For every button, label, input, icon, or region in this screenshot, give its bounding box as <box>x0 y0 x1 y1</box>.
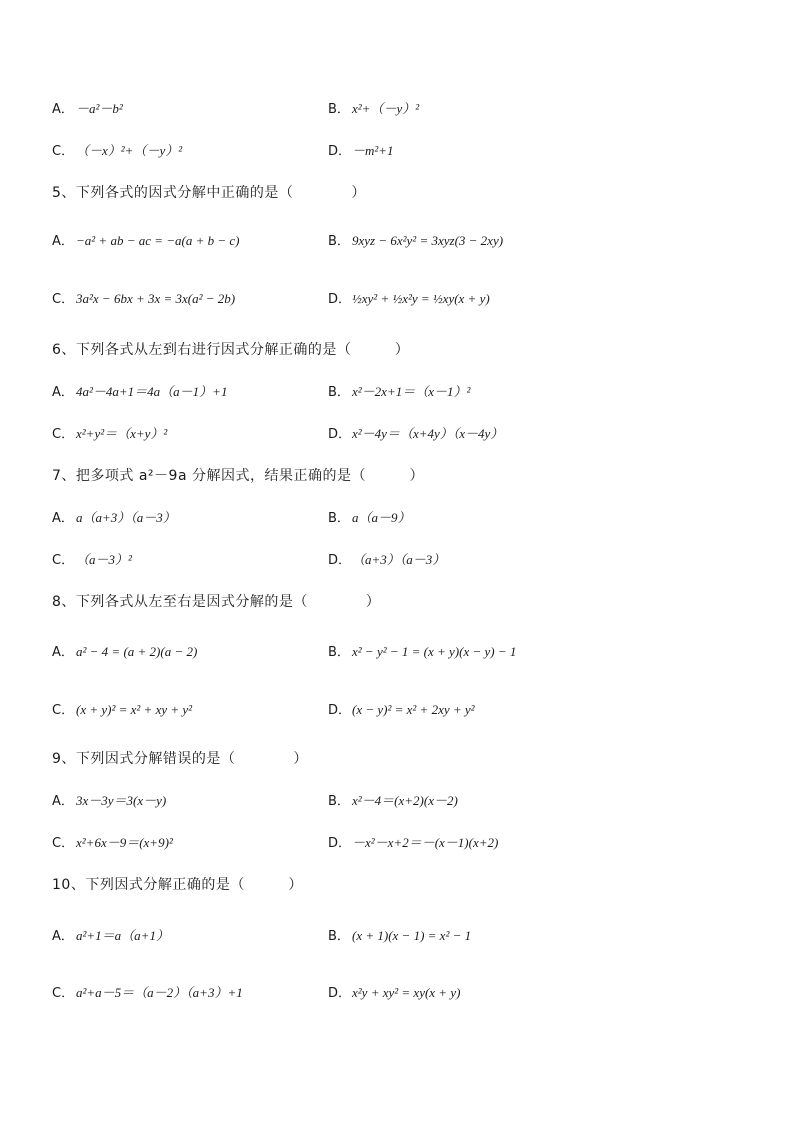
option-text: （a－3）² <box>76 552 132 567</box>
option-label: B． <box>328 645 350 660</box>
option-text: （－x）²+（－y）² <box>76 143 183 158</box>
option-a[interactable] <box>52 509 176 528</box>
option-text: x²+y²＝（x+y）² <box>76 426 168 441</box>
question-8 <box>0 593 794 623</box>
q10-options-row-2 <box>0 984 794 1014</box>
option-text: a² − 4 = (a + 2)(a − 2) <box>76 644 198 659</box>
option-label: D． <box>328 836 352 851</box>
question-6 <box>0 341 794 371</box>
question-stem: 7、把多项式 a²－9a 分解因式，结果正确的是（ ） <box>52 468 424 484</box>
option-text: (x + y)² = x² + xy + y² <box>76 702 193 717</box>
q5-options-row-2 <box>0 290 794 320</box>
option-label: A． <box>52 234 74 249</box>
option-label: B． <box>328 511 350 526</box>
option-text: ½xy² + ½x²y = ½xy(x + y) <box>352 291 490 306</box>
option-b[interactable] <box>328 509 411 528</box>
option-b[interactable] <box>328 383 470 402</box>
question-9 <box>0 750 794 780</box>
option-text: 4a²－4a+1＝4a（a－1）+1 <box>76 384 228 399</box>
option-text: x²+（－y）² <box>352 101 420 116</box>
option-text: （a+3）（a－3） <box>352 552 446 567</box>
option-label: D． <box>328 292 352 307</box>
option-label: A． <box>52 511 74 526</box>
option-c[interactable] <box>52 290 235 309</box>
q9-options-row-1 <box>0 792 794 822</box>
option-c[interactable] <box>52 701 192 720</box>
option-label: A． <box>52 929 74 944</box>
q6-options-row-1 <box>0 383 794 413</box>
option-a[interactable] <box>52 232 240 251</box>
option-b[interactable] <box>328 927 471 946</box>
q5-options-row-1 <box>0 232 794 262</box>
option-a[interactable] <box>52 383 227 402</box>
option-label: B． <box>328 385 350 400</box>
option-c[interactable] <box>52 834 173 853</box>
option-d[interactable] <box>328 551 445 570</box>
option-text: x²－4＝(x+2)(x－2) <box>352 793 458 808</box>
option-text: (x − y)² = x² + 2xy + y² <box>352 702 475 717</box>
option-text: −a² + ab − ac = −a(a + b − c) <box>76 233 240 248</box>
option-text: x²－2x+1＝（x－1）² <box>352 384 471 399</box>
option-label: D． <box>328 427 352 442</box>
q8-options-row-1 <box>0 643 794 673</box>
option-b[interactable] <box>328 100 419 119</box>
option-text: a（a+3）（a－3） <box>76 510 176 525</box>
option-c[interactable] <box>52 984 243 1003</box>
q4-options-row-2 <box>0 142 794 172</box>
q8-options-row-2 <box>0 701 794 731</box>
option-text: 9xyz − 6x²y² = 3xyz(3 − 2xy) <box>352 233 504 248</box>
option-text: x²－4y＝（x+4y）（x－4y） <box>352 426 504 441</box>
option-label: B． <box>328 102 350 117</box>
option-text: 3a²x − 6bx + 3x = 3x(a² − 2b) <box>76 291 236 306</box>
q4-options-row-1 <box>0 100 794 130</box>
option-b[interactable] <box>328 643 516 662</box>
option-text: x²+6x－9＝(x+9)² <box>76 835 173 850</box>
option-label: C． <box>52 703 75 718</box>
option-text: a²+a－5＝（a－2）（a+3）+1 <box>76 985 243 1000</box>
q7-options-row-2 <box>0 551 794 581</box>
option-label: A． <box>52 645 74 660</box>
option-d[interactable] <box>328 834 498 853</box>
option-label: C． <box>52 986 75 1001</box>
option-label: D． <box>328 553 352 568</box>
question-5 <box>0 184 794 214</box>
option-b[interactable] <box>328 792 458 811</box>
option-c[interactable] <box>52 425 167 444</box>
option-d[interactable] <box>328 290 490 309</box>
option-label: B． <box>328 794 350 809</box>
question-stem: 6、下列各式从左到右进行因式分解正确的是（ ） <box>52 342 410 358</box>
option-a[interactable] <box>52 100 123 119</box>
option-text: x² − y² − 1 = (x + y)(x − y) − 1 <box>352 644 517 659</box>
question-7 <box>0 467 794 497</box>
option-label: A． <box>52 794 74 809</box>
option-c[interactable] <box>52 142 182 161</box>
option-label: D． <box>328 986 352 1001</box>
question-10 <box>0 876 794 906</box>
option-d[interactable] <box>328 984 460 1003</box>
question-stem: 8、下列各式从左至右是因式分解的是（ ） <box>52 594 381 610</box>
option-d[interactable] <box>328 425 503 444</box>
option-label: C． <box>52 427 75 442</box>
option-label: C． <box>52 836 75 851</box>
question-stem: 9、下列因式分解错误的是（ ） <box>52 751 308 767</box>
option-label: B． <box>328 234 350 249</box>
option-text: x²y + xy² = xy(x + y) <box>352 985 461 1000</box>
option-text: －a²－b² <box>76 101 123 116</box>
option-a[interactable] <box>52 792 166 811</box>
option-c[interactable] <box>52 551 132 570</box>
option-label: D． <box>328 144 352 159</box>
option-text: a（a－9） <box>352 510 411 525</box>
q9-options-row-2 <box>0 834 794 864</box>
q6-options-row-2 <box>0 425 794 455</box>
option-a[interactable] <box>52 927 169 946</box>
q7-options-row-1 <box>0 509 794 539</box>
option-label: B． <box>328 929 350 944</box>
option-text: －x²－x+2＝－(x－1)(x+2) <box>352 835 499 850</box>
option-text: (x + 1)(x − 1) = x² − 1 <box>352 928 472 943</box>
option-label: A． <box>52 102 74 117</box>
option-label: A． <box>52 385 74 400</box>
option-d[interactable] <box>328 701 475 720</box>
option-text: －m²+1 <box>352 143 394 158</box>
option-b[interactable] <box>328 232 503 251</box>
option-label: C． <box>52 553 75 568</box>
option-label: D． <box>328 703 352 718</box>
option-label: C． <box>52 292 75 307</box>
option-text: 3x－3y＝3(x－y) <box>76 793 167 808</box>
question-stem: 5、下列各式的因式分解中正确的是（ ） <box>52 185 366 201</box>
option-text: a²+1＝a（a+1） <box>76 928 169 943</box>
option-label: C． <box>52 144 75 159</box>
q10-options-row-1 <box>0 927 794 957</box>
option-a[interactable] <box>52 643 197 662</box>
option-d[interactable] <box>328 142 394 161</box>
question-stem: 10、下列因式分解正确的是（ ） <box>52 877 303 893</box>
